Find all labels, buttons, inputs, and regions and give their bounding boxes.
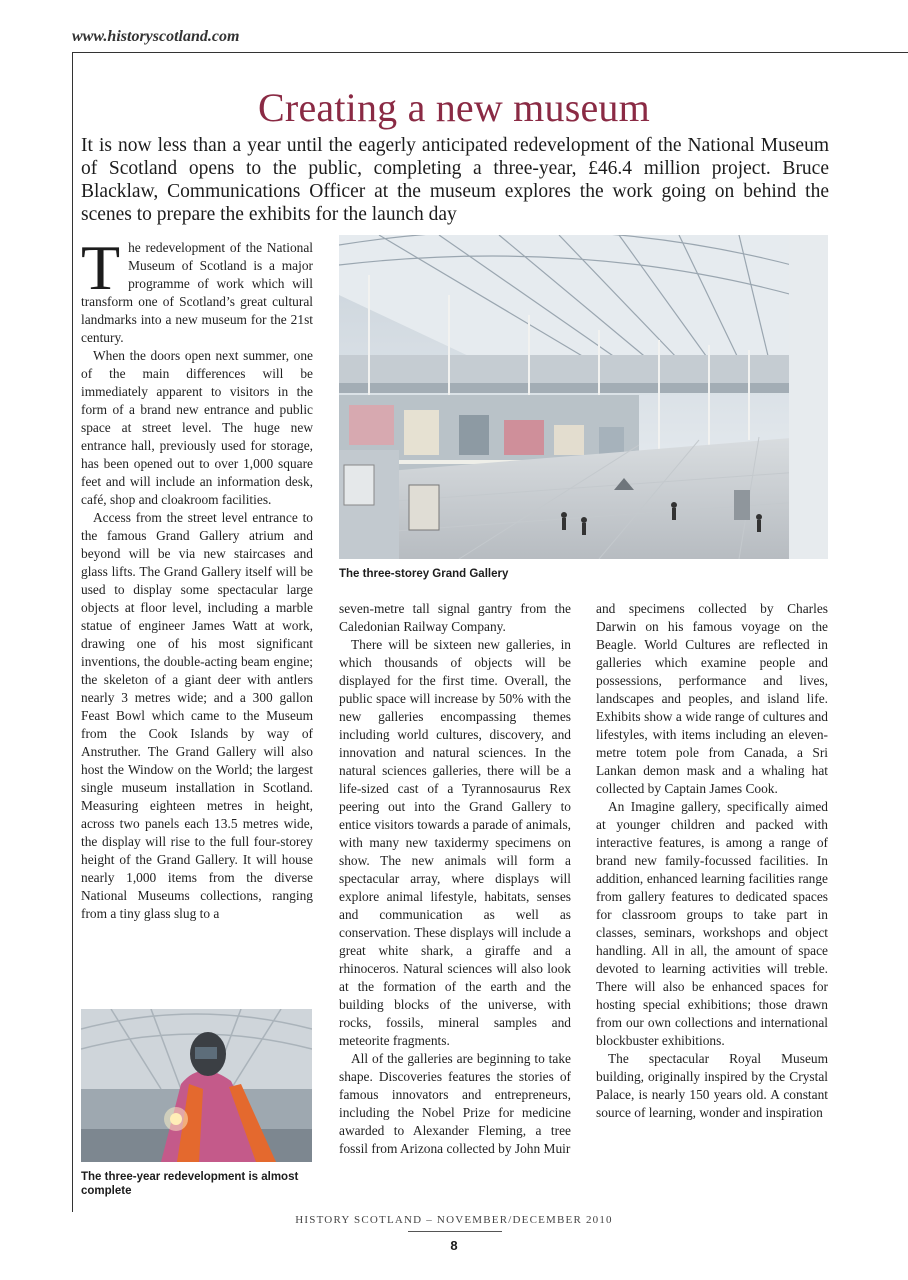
welder-illustration xyxy=(81,1009,312,1162)
small-photo-caption: The three-year redevelopment is almost complete xyxy=(81,1171,299,1197)
article-column-2 xyxy=(339,600,571,1200)
grand-gallery-photo xyxy=(339,235,828,559)
page-number: 8 xyxy=(450,1238,458,1253)
paragraph: Access from the street level entrance to the famous Grand Gallery atrium and beyond will be via new staircases and glass lifts. The Grand Gallery itself will be used to display some spectacular large objects at floor level, including a marble statue of engineer James Watt at work, drawing one of his most significant inventions, the double-acting beam engine; the skeleton of a giant deer with antlers nearly 3 metres wide; and a 300 gallon Feast Bowl which came to the Museum from the Cook Islands by way of Anstruther. The Grand Gallery will also host the Window on the World; the largest single museum installation in Scotland. Measuring eighteen metres in height, across two panels each 13.5 metres wide, the display will rise to the full four-storey height of the Grand Gallery. It will house nearly 1,000 items from the diverse National Museums collections, ranging from a tiny glass slug to a xyxy=(81,510,313,921)
frame-rule-top xyxy=(72,52,908,53)
article-column-1 xyxy=(81,239,313,991)
site-url: www.historyscotland.com xyxy=(72,28,240,45)
paragraph xyxy=(81,239,313,347)
paragraph: There will be sixteen new galleries, in which thousands of objects will be displayed for the first time. Overall, the public space will increase by 50% with the new galleries encompassing themes including world cultures, discovery, and innovation and natural sciences. In the natural sciences galleries, there will be a life-sized cast of a Tyrannosaurus Rex peering out into the Grand Gallery to entice visitors towards a parade of animals, with many new taxidermy specimens on show. The new animals will form a spectacular array, where displays will explore animal lifestyle, habitats, senses and communication as well as conservation. These displays will include a great white shark, a giraffe and a rhinoceros. Natural sciences will also look at the formation of the earth and the building blocks of the universe, with rocks, fossils, mineral samples and meteorite fragments. xyxy=(339,637,571,1048)
paragraph: When the doors open next summer, one of the main differences will be immediately apparent to visitors in the form of a brand new entrance and public space at street level. The huge new entrance hall, previously used for storage, has been opened out to over 1,000 square feet and will include an information desk, café, shop and cloakroom facilities. xyxy=(81,348,313,507)
issue-footer: HISTORY SCOTLAND – NOVEMBER/DECEMBER 2010 xyxy=(295,1214,613,1226)
paragraph: An Imagine gallery, specifically aimed at younger children and packed with interactive features, is among a range of brand new family-focussed facilities. In addition, enhanced learning facilities range from gallery features to dedicated spaces for classroom groups to take part in classes, seminars, workshops and object handling. All in all, the amount of space devoted to learning activities will treble. There will also be enhanced spaces for hosting special exhibitions; those drawn from our own collections and international blockbuster exhibitions. xyxy=(596,799,828,1048)
paragraph: All of the galleries are beginning to take shape. Discoveries features the stories of famous innovators and entrepreneurs, including the Nobel Prize for medicine awarded to Alexander Fleming, a tree fossil from Arizona collected by John Muir xyxy=(339,1051,571,1156)
article-column-3 xyxy=(596,600,828,1200)
article-standfirst: It is now less than a year until the eagerly anticipated redevelopment of the National Museum of Scotland opens to the public, completing a three-year, £46.4 million project. Bruce Blacklaw, Communications Officer at the museum explores the work going on behind the scenes to prepare the exhibits for the launch day xyxy=(81,135,829,225)
article-title: Creating a new museum xyxy=(258,85,650,130)
footer-rule xyxy=(408,1231,502,1232)
paragraph: The spectacular Royal Museum building, originally inspired by the Crystal Palace, is nearly 150 years old. A constant source of learning, wonder and inspiration xyxy=(596,1051,828,1120)
frame-rule-left xyxy=(72,52,73,1212)
welder-photo xyxy=(81,1009,312,1162)
grand-gallery-illustration xyxy=(339,235,828,559)
paragraph: seven-metre tall signal gantry from the Caledonian Railway Company. xyxy=(339,601,571,634)
paragraph-text: he redevelopment of the National Museum of Scotland is a major programme of work which will transform one of Scotland’s great cultural landmarks into a new museum for the 21st century. xyxy=(81,240,313,345)
paragraph: and specimens collected by Charles Darwin on his famous voyage on the Beagle. World Cultures are reflected in galleries which examine people and possessions, performance and lives, landscapes and peoples, and island life. Exhibits show a wide range of cultures and lifestyles, with items including an eleven-metre totem pole from Canada, a Sri Lankan demon mask and a whaling hat collected by Captain James Cook. xyxy=(596,601,828,796)
drop-cap: T xyxy=(81,239,121,303)
main-photo-caption: The three-storey Grand Gallery xyxy=(339,568,509,580)
